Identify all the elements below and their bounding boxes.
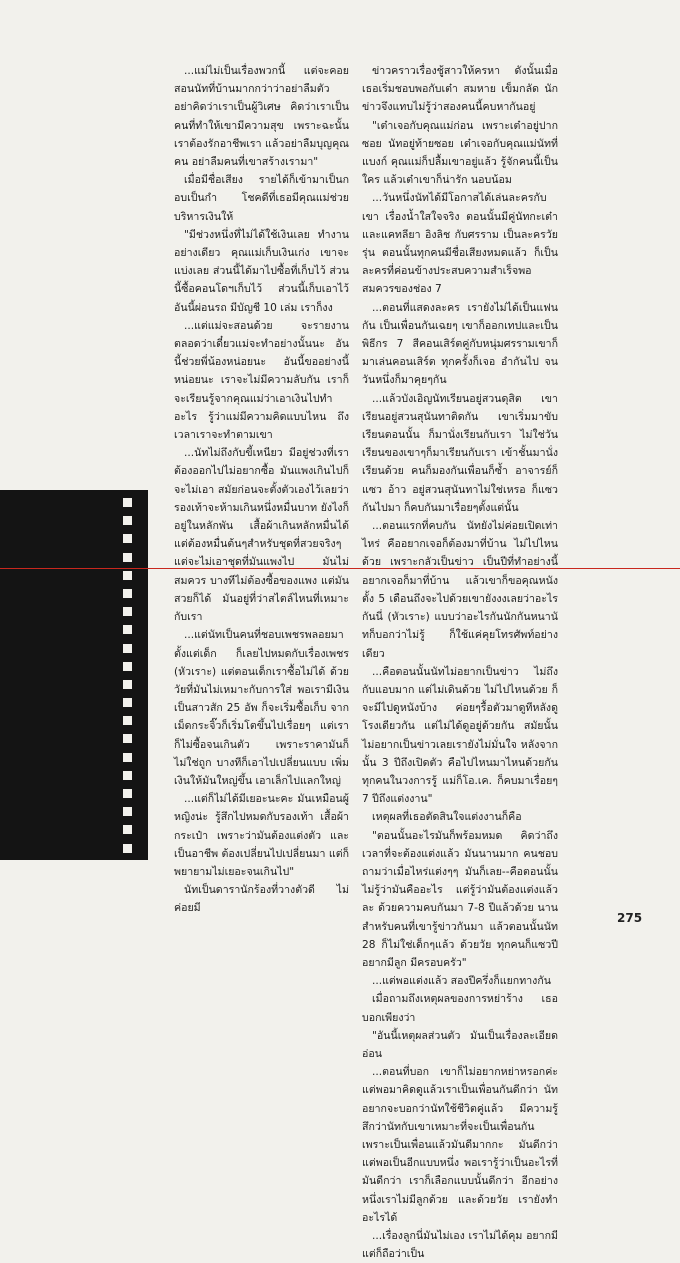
paragraph: ...ตอนแรกที่คบกัน นัทยังไม่ค่อยเปิดเท่าไหร่ คืออยากเจอก็ต้องมาที่บ้าน ไม่ไปไหนด้วย เพราะกลัวเป็นข่าว เป็นปีที่ทำอย่างนี้อยากเจอก็มาที่บ้าน แล้วเขาก็ขอคุณหนัง ตั้ง 5 เดือนถึงจะไปด้วยเขายังงงเลยว่าอะไรกันนี่ (หัวเราะ) แบบว่าอะไรกันนักกันหนานัทก็บอกว่าไม่รู้ ก็ใช้แค่คุยโทรศัพท์อย่างเดียว — [362, 520, 558, 660]
paragraph: นัทเป็นดารานักร้องที่วางตัวดี ไม่ค่อยมี — [174, 884, 349, 915]
paragraph: เมื่อถามถึงเหตุผลของการหย่าร้าง เธอบอกเพียงว่า — [362, 993, 558, 1024]
paragraph: ข่าวคราวเรื่องชู้สาวให้ครหา ดังนั้นเมื่อเธอเริ่มชอบพอกับเต๋า สมหาย เข็มกลัด นักข่าวจึงแทบไม่รู้ว่าสองคนนี้คบหากันอยู่ — [362, 65, 558, 114]
paragraph: "มีช่วงหนึ่งที่ไม่ได้ใช้เงินเลย ทำงานอย่างเดียว คุณแม่เก็บเงินเก่ง เขาจะแบ่งเลย ส่วนนี้ได้มาไปซื้อที่เก็บไว้ ส่วนนี้ซื้อคอนโดฯเก็บไว้ ส่วนนี้เก็บเอาไว้ อันนี้ผ่อนรถ มีบัญชี 10 เล่ม เราก็งง — [174, 228, 349, 314]
paragraph: "เต๋าเจอกับคุณแม่ก่อน เพราะเต๋าอยู่ปากซอย นัทอยู่ท้ายซอย เต๋าเจอกับคุณแม่นัทที่แบงก์ คุณแม่ก็ปลื้มเขาอยู่แล้ว รู้จักคนนี้เป็นใคร แล้วเต๋าเขาก็น่ารัก นอบน้อม — [362, 119, 558, 187]
article-column-left — [174, 62, 349, 915]
paragraph: ...แม่ไม่เป็นเรื่องพวกนี้ แต่จะคอยสอนนัทที่บ้านมากกว่าว่าอย่าลืมตัว อย่าคิดว่าเราเป็นผู้วิเศษ คิดว่าเราเป็นคนที่ทำให้เขามีความสุข เพราะฉะนั้นเราต้องรักอาชีพเรา แล้วอย่าลืมบุญคุณคน อย่าลืมคนที่เขาสร้างเรามา" — [174, 65, 349, 169]
paragraph: ...แต่ก็ไม่ได้มีเยอะนะคะ มันเหมือนผู้หญิงน่ะ รู้สึกไปหมดกับรองเท้า เสื้อผ้า กระเป๋า เพราะว่ามันต้องแต่งตัว และเป็นอาชีพ ต้องเปลี่ยนไปเปลี่ยนมา แต่ก็พยายามไม่เยอะจนเกินไป" — [174, 793, 349, 878]
paragraph: ...แต่แม่จะสอนด้วย จะรายงานตลอดว่าเดี๋ยวแม่จะทำอย่างนั้นนะ อันนี้ช่วยพี่น้องหน่อยนะ อันนี้ขออย่างนี้หน่อยนะ เราจะไม่มีความลับกัน เราก็จะเรียนรู้จากคุณแม่ว่าเอาเงินไปทำอะไร รู้ว่าแม่มีความคิดแบบไหน ถึงเวลาเราจะทำตามเขา — [174, 319, 349, 442]
paragraph: เมื่อมีชื่อเสียง รายได้ก็เข้ามาเป็นกอบเป็นกำ โชคดีที่เธอมีคุณแม่ช่วยบริหารเงินให้ — [174, 174, 349, 223]
article-column-right — [362, 62, 558, 1261]
paragraph: ...แล้วบังเอิญนัทเรียนอยู่สวนดุสิต เขาเรียนอยู่สวนสุนันทาติดกัน เขาเริ่มมาขับเรียนตอนนั้น ก็มานั่งเรียนกับเรา ไม่ใช่วันเรียนของเขาๆก็มาเรียนกับเรา เข้าชั้นมานั่งเรียนด้วย คนก็มองกันเพื่อนก็ซ้ำ อาจารย์ก็แซว อ้าว อยู่สวนสุนันทาไม่ใช่เหรอ ก็แซวกันไปมา ก็คบกันมาเรื่อยๆตั้งแต่นั้น — [362, 392, 558, 514]
paragraph: เหตุผลที่เธอตัดสินใจแต่งงานก็คือ — [372, 811, 522, 824]
paragraph: "ตอนนั้นอะไรมันก็พร้อมหมด คิดว่าถึงเวลาที่จะต้องแต่งแล้ว มันนานมาก คนชอบถามว่าเมื่อไหร่แต่งๆๆ มันก็เลย--คือตอนนั้นไม่รู้ว่ามันคืออะไร แต่รู้ว่ามันต้องแต่งแล้วละ ด้วยความคบกันมา 7-8 ปีแล้วด้วย นานสำหรับคนที่เขารู้ข่าวกันมา แล้วตอนนั้นนัท 28 ก็ไม่ใช่เด็กๆแล้ว ด้วยวัย ทุกคนก็แซวปี อยากมีลูก มีครอบครัว" — [362, 829, 558, 969]
paragraph: ...เรื่องลูกนี่มันไม่เอง เราไม่ได้คุม อยากมี แต่ก็ถือว่าเป็น — [362, 1230, 558, 1261]
red-horizontal-rule — [0, 568, 680, 569]
paragraph: ...วันหนึ่งนัทได้มีโอกาสได้เล่นละครกับเขา เรื่องน้ำใสใจจริง ตอนนั้นมีคู่นัทกะเต๋า และแคทลียา อิงลิช กับศรราม เป็นละครวัยรุ่น ตอนนั้นทุกคนมีชื่อเสียงหมดแล้ว ก็เป็นละครที่ค่อนข้างประสบความสำเร็จพอสมควรของช่อง 7 — [362, 192, 558, 296]
paragraph: ...ตอนที่แสดงละคร เรายังไม่ได้เป็นแฟนกัน เป็นเพื่อนกันเฉยๆ เขาก็ออกเทปและเป็นพิธีกร 7 สีคอนเสิร์ตคู่กับหนุ่มศรรามเขาก็มาเล่นคอนเสิร์ต ทุกครั้งก็เจอ อำกันไป จนวันหนึ่งก็มาคุยๆกัน — [362, 301, 558, 387]
paragraph: ...แต่นัทเป็นคนที่ชอบเพชรพลอยมาตั้งแต่เด็ก ก็เลยไปหมดกับเรื่องเพชร (หัวเราะ) แต่ตอนเด็กเราซื้อไม่ได้ ด้วยวัยที่มันไม่เหมาะกับการใส่ พอเรามีเงินเป็นสาวสัก 25 อัพ ก็จะเริ่มซื้อเก็บ จากเม็ดกระจิ๊วก็เริ่มโตขึ้นไปเรื่อยๆ แต่เราก็ไม่ซื้อจนเกินตัว เพราะราคามันก็ไม่ใช่ถูก บางทีก็เอาไปเปลี่ยนแบบ เพิ่มเงินให้มันใหญ่ขึ้น เอาเล็กไปแลกใหญ่ — [174, 629, 349, 787]
paragraph: "อันนี้เหตุผลส่วนตัว มันเป็นเรื่องละเอียดอ่อน — [362, 1029, 558, 1060]
paragraph: ...แต่พอแต่งแล้ว สองปีครึ่งก็แยกทางกัน — [372, 975, 551, 988]
paragraph: ...ตอนที่บอก เขาก็ไม่อยากหย่าหรอกค่ะ แต่พอมาคิดดูแล้วเราเป็นเพื่อนกันดีกว่า นัทอยากจะบอกว่านัทใช้ชีวิตคู่แล้ว มีความรู้สึกว่านัทกับเขาเหมาะที่จะเป็นเพื่อนกัน เพราะเป็นเพื่อนแล้วมันดีมากกะ มันดีกว่า แต่พอเป็นอีกแบบหนึ่ง พอเรารู้ว่าเป็นอะไรที่มันดีกว่า เราก็เลือกแบบนั้นดีกว่า อีกอย่างหนึ่งเราไม่มีลูกด้วย และด้วยวัย เรายังทำอะไรได้ — [362, 1066, 558, 1224]
paragraph: ...คือตอนนั้นนัทไม่อยากเป็นข่าว ไม่ถึงกับแอบมาก แต่ไม่เดินด้วย ไม่ไปไหนด้วย ก็จะมีไปดูหนังบ้าง ค่อยๆรื้อตัวมาดูทีหลังดูโรงเดียวกัน แต่ไม่ได้ดูอยู่ด้วยกัน สมัยนั้นไม่อยากเป็นข่าวเลยเรายังไม่มั่นใจ หลังจากนั้น 3 ปีถึงเปิดตัว คือไปไหนมาไหนด้วยกันทุกคนในวงการรู้ แม่ก็โอ.เค. ก็คบมาเรื่อยๆ 7 ปีถึงแต่งงาน" — [362, 665, 558, 806]
film-strip-decoration — [0, 490, 148, 860]
page-number: 275 — [617, 911, 643, 925]
paragraph: ...นัทไม่ถึงกับขี้เหนียว มีอยู่ช่วงที่เราต้องออกไปไม่อยากซื้อ มันแพงเกินไปก็จะไม่เอา สมัยก่อนจะตั้งตัวเองไว้เลยว่ารองเท้าจะห้ามเกินหนึ่งหมื่นบาท ยังไงก็อยู่ในหลักพัน เสื้อผ้าเกินหลักหมื่นได้ แต่ต้องหมื่นต้นๆสำหรับชุดที่สวยจริงๆ แต่จะไม่เอาชุดที่มันแพงไป มันไม่สมควร บางทีไม่ต้องซื้อของแพง แต่มันสวยก็ได้ มันอยู่ที่ว่าสไตล์ไหนที่เหมาะกับเรา — [174, 447, 349, 624]
film-sprocket-holes — [123, 498, 132, 853]
